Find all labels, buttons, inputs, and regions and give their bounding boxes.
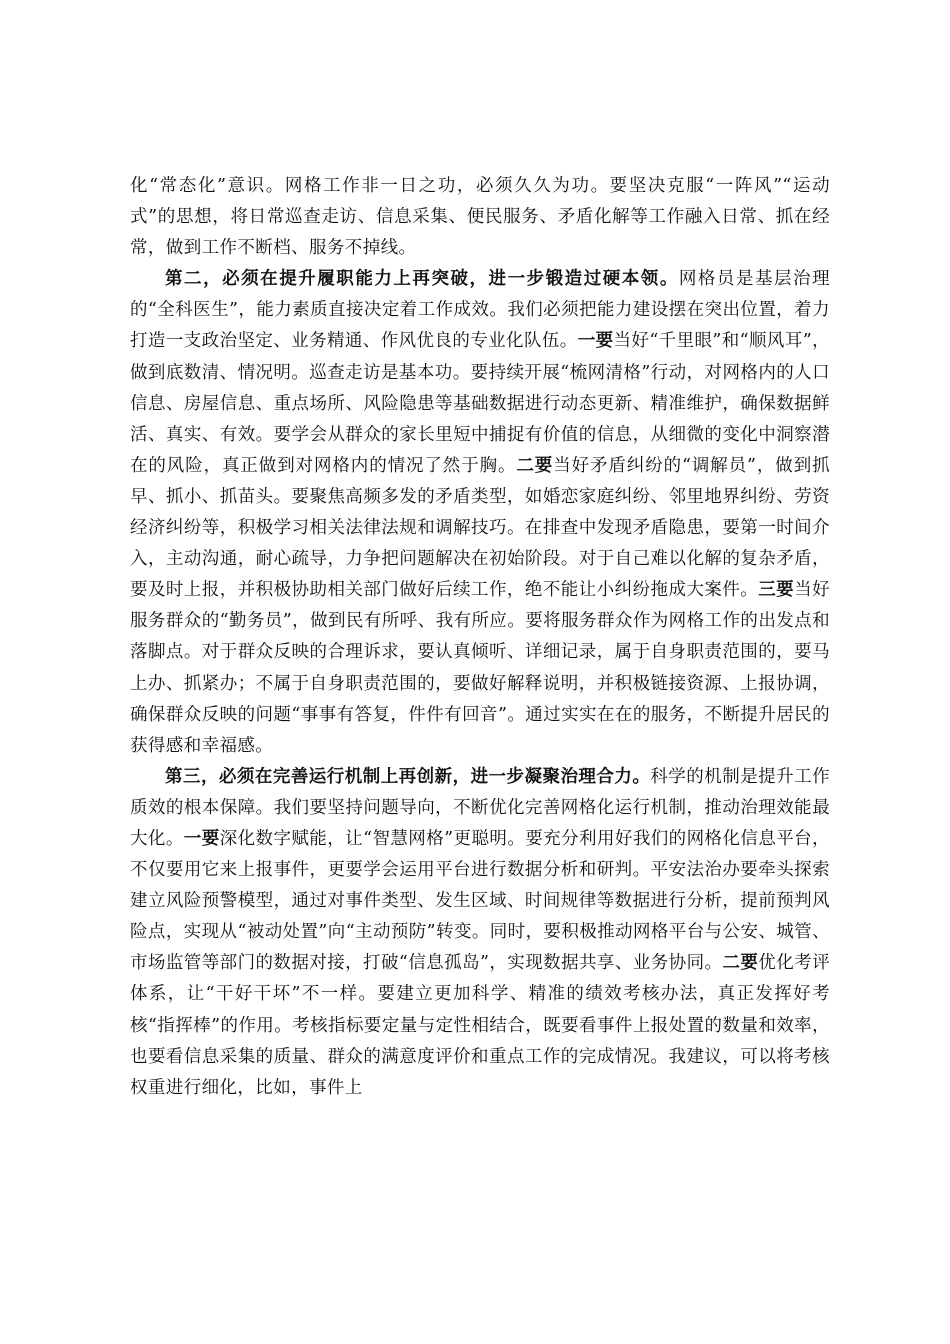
- paragraph-text: 化“常态化”意识。网格工作非一日之功，必须久久为功。要坚决克服“一阵风”“运动式”的思想，将日常巡查走访、信息采集、便民服务、矛盾化解等工作融入日常、抓在经常，做到工作不断档、服务不掉线。: [130, 176, 830, 259]
- item-marker-three: 三要: [758, 580, 795, 601]
- item-marker-two: 二要: [516, 455, 554, 476]
- paragraph-text: 深化数字赋能，让“智慧网格”更聪明。要充分利用好我们的网格化信息平台，不仅要用它来上报事件，更要学会运用平台进行数据分析和研判。平安法治办要牵头探索建立风险预警模型，通过对事件类型、发生区域、时间规律等数据进行分析，提前预判风险点，实现从“被动处置”向“主动预防”转变。同时，要积极推动网格平台与公安、城管、市场监管等部门的数据对接，打破“信息孤岛”，实现数据共享、业务协同。: [130, 828, 831, 974]
- paragraph-text: 当好“千里眼”和“顺风耳”，做到底数清、情况明。巡查走访是基本功。要持续开展“梳网清格”行动，对网格内的人口信息、房屋信息、重点场所、风险隐患等基础数据进行动态更新、精准维护，确保数据鲜活、真实、有效。要学会从群众的家长里短中捕捉有价值的信息，从细微的变化中洞察潜在的风险，真正做到对网格内的情况了然于胸。: [130, 331, 830, 476]
- paragraph-text: 科学的机制是提升工作质效的根本保障。我们要坚持问题导向，不断优化完善网格化运行机制，推动治理效能最大化。: [130, 766, 830, 849]
- document-page: [130, 171, 830, 1104]
- paragraph-second-point: [130, 264, 830, 762]
- item-marker-one: 一要: [183, 828, 220, 849]
- section-heading-second: 第二，必须在提升履职能力上再突破，进一步锻造过硬本领。: [165, 269, 679, 290]
- paragraph-text: 当好矛盾纠纷的“调解员”，做到抓早、抓小、抓苗头。要聚焦高频多发的矛盾类型，如婚恋家庭纠纷、邻里地界纠纷、劳资经济纠纷等，积极学习相关法律法规和调解技巧。在排查中发现矛盾隐患，要第一时间介入，主动沟通，耐心疏导，力争把问题解决在初始阶段。对于自己难以化解的复杂矛盾，要及时上报，并积极协助相关部门做好后续工作，绝不能让小纠纷拖成大案件。: [130, 455, 830, 601]
- section-heading-third: 第三，必须在完善运行机制上再创新，进一步凝聚治理合力。: [165, 766, 651, 787]
- paragraph-text: 网格员是基层治理的“全科医生”，能力素质直接决定着工作成效。我们必须把能力建设摆在突出位置，着力打造一支政治坚定、业务精通、作风优良的专业化队伍。: [130, 269, 830, 352]
- item-marker-one: 一要: [577, 331, 614, 352]
- paragraph-text: 优化考评体系，让“干好干坏”不一样。要建立更加科学、精准的绩效考核办法，真正发挥好考核“指挥棒”的作用。考核指标要定量与定性相结合，既要看事件上报处置的数量和效率，也要看信息采集的质量、群众的满意度评价和重点工作的完成情况。我建议，可以将考核权重进行细化，比如，事件上: [130, 953, 830, 1098]
- item-marker-two: 二要: [722, 953, 759, 974]
- paragraph-continuation: [130, 171, 830, 264]
- paragraph-text: 当好服务群众的“勤务员”，做到民有所呼、我有所应。要将服务群众作为网格工作的出发点和落脚点。对于群众反映的合理诉求，要认真倾听、详细记录，属于自身职责范围的，要马上办、抓紧办；不属于自身职责范围的，要做好解释说明，并积极链接资源、上报协调，确保群众反映的问题“事事有答复，件件有回音”。通过实实在在的服务，不断提升居民的获得感和幸福感。: [130, 580, 830, 756]
- paragraph-third-point: [130, 762, 830, 1104]
